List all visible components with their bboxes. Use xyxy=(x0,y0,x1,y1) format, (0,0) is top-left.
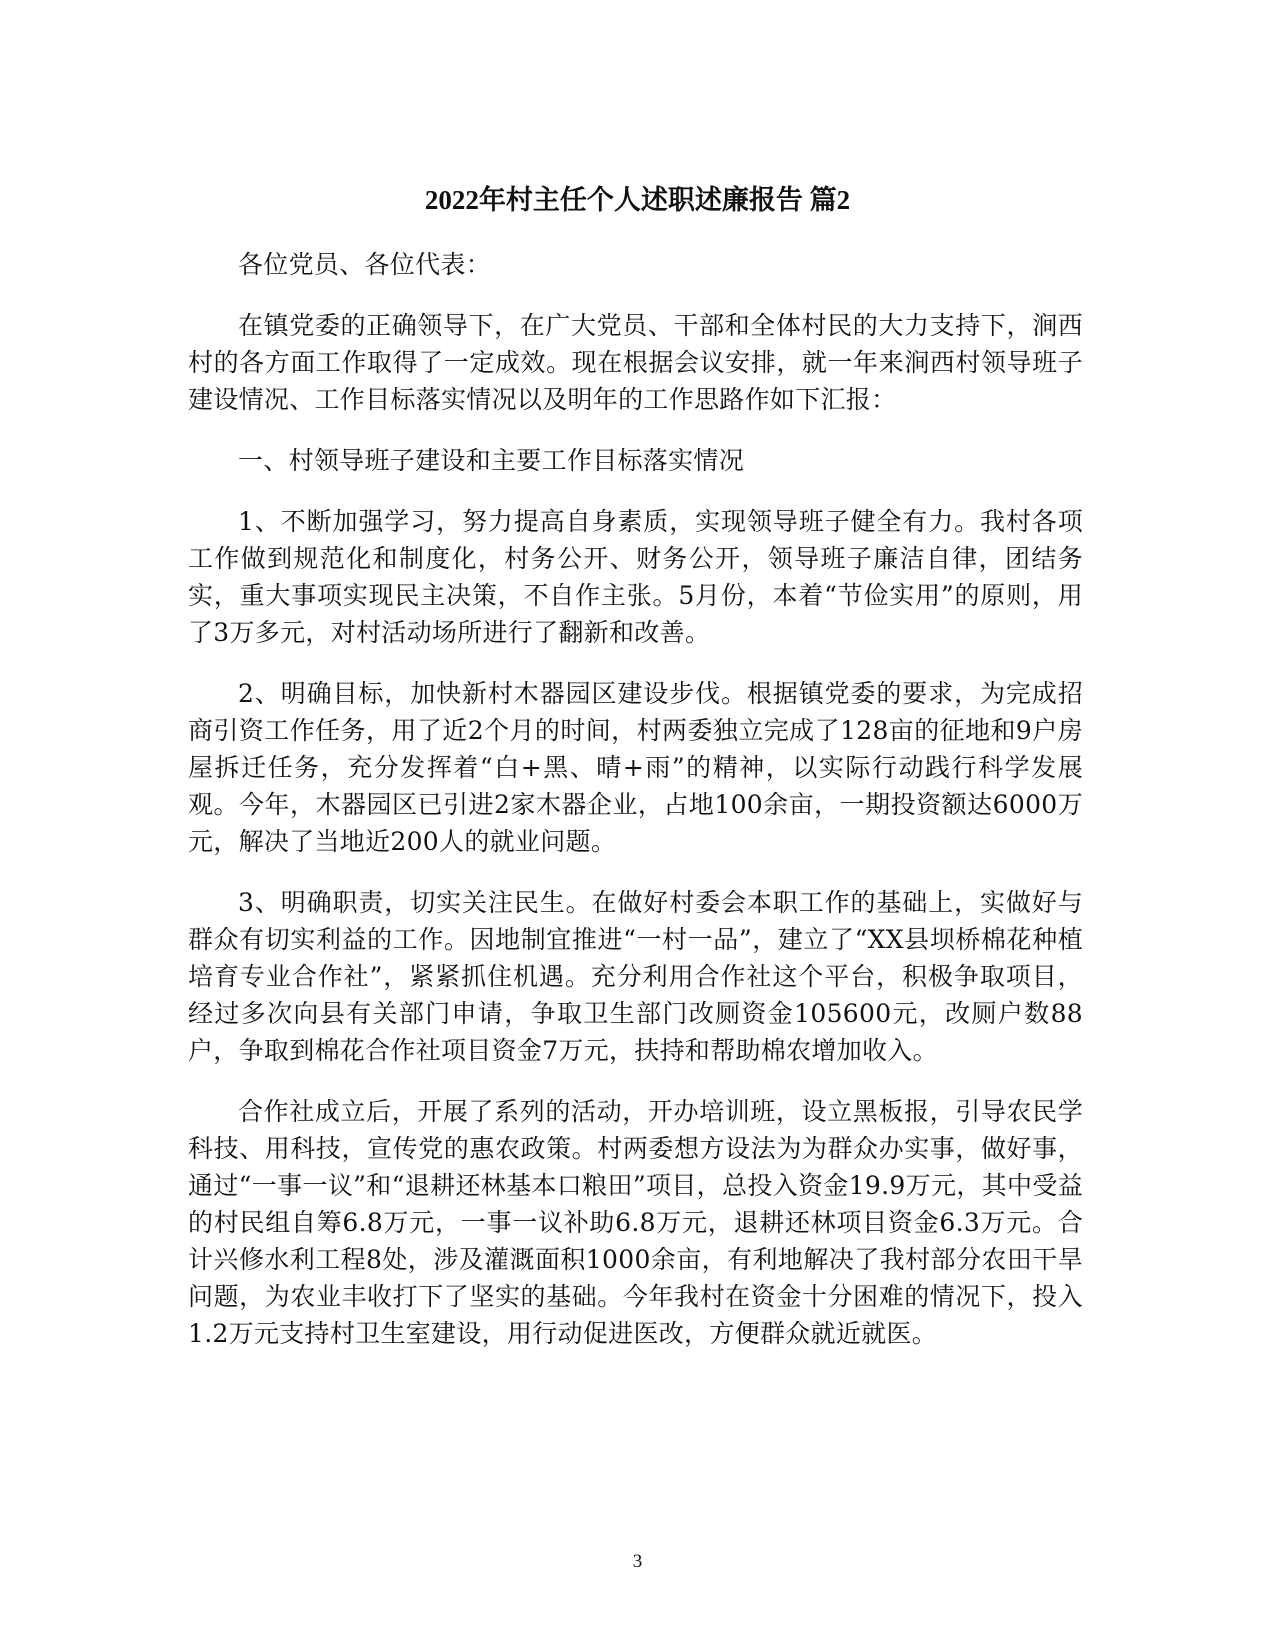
document-body xyxy=(188,246,1083,1376)
body-paragraph: 1、不断加强学习，努力提高自身素质，实现领导班子健全有力。我村各项工作做到规范化和制度化，村务公开、财务公开，领导班子廉洁自律，团结务实，重大事项实现民主决策，不自作主张。5月份，本着“节俭实用”的原则，用了3万多元，对村活动场所进行了翻新和改善。 xyxy=(188,507,1083,647)
page-number: 3 xyxy=(632,1551,643,1572)
body-paragraph: 3、明确职责，切实关注民生。在做好村委会本职工作的基础上，实做好与群众有切实利益的工作。因地制宜推进“一村一品”，建立了“XX县坝桥棉花种植培育专业合作社”，紧紧抓住机遇。充分利用合作社这个平台，积极争取项目，经过多次向县有关部门申请，争取卫生部门改厕资金105600元，改厕户数88户，争取到棉花合作社项目资金7万元，扶持和帮助棉农增加收入。 xyxy=(188,888,1083,1065)
greeting-paragraph: 各位党员、各位代表： xyxy=(238,250,492,279)
body-paragraph: 2、明确目标，加快新村木器园区建设步伐。根据镇党委的要求，为完成招商引资工作任务，用了近2个月的时间，村两委独立完成了128亩的征地和9户房屋拆迁任务，充分发挥着“白+黑、晴+雨”的精神，以实际行动践行科学发展观。今年，木器园区已引进2家木器企业，占地100余亩，一期投资额达6000万元，解决了当地近200人的就业问题。 xyxy=(188,679,1083,856)
body-paragraph: 合作社成立后，开展了系列的活动，开办培训班，设立黑板报，引导农民学科技、用科技，宣传党的惠农政策。村两委想方设法为为群众办实事，做好事，通过“一事一议”和“退耕还林基本口粮田”项目，总投入资金19.9万元，其中受益的村民组自筹6.8万元，一事一议补助6.8万元，退耕还林项目资金6.3万元。合计兴修水利工程8处，涉及灌溉面积1000余亩，有利地解决了我村部分农田干旱问题，为农业丰收打下了坚实的基础。今年我村在资金十分困难的情况下，投入1.2万元支持村卫生室建设，用行动促进医改，方便群众就近就医。 xyxy=(188,1097,1083,1348)
section-heading: 一、村领导班子建设和主要工作目标落实情况 xyxy=(238,446,745,475)
intro-paragraph: 在镇党委的正确领导下，在广大党员、干部和全体村民的大力支持下，涧西村的各方面工作取得了一定成效。现在根据会议安排，就一年来涧西村领导班子建设情况、工作目标落实情况以及明年的工作思路作如下汇报： xyxy=(188,311,1083,414)
document-title: 2022年村主任个人述职述廉报告 篇2 xyxy=(424,185,851,215)
